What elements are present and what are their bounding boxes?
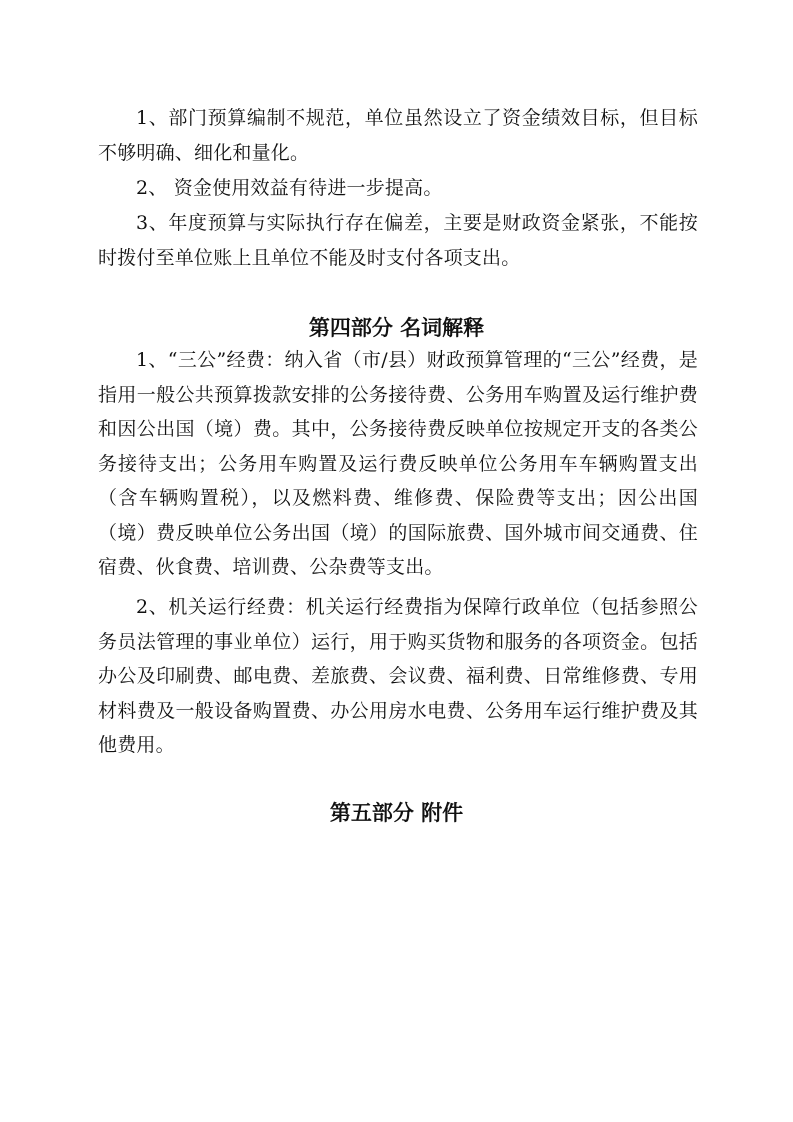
issue-paragraph-1: 1、部门预算编制不规范，单位虽然设立了资金绩效目标，但目标不够明确、细化和量化。: [98, 107, 698, 164]
definition-paragraph-1: 1、“三公”经费：纳入省（市/县）财政预算管理的“三公”经费，是指用一般公共预算拨款安排的公务接待费、公务用车购置及运行维护费和因公出国（境）费。其中，公务接待费反映单位按规定开支的各类公务接待支出；公务用车购置及运行费反映单位公务用车车辆购置支出（含车辆购置税），以及燃料费、维修费、保险费等支出；因公出国（境）费反映单位公务出国（境）的国际旅费、国外城市间交通费、住宿费、伙食费、培训费、公杂费等支出。: [98, 349, 698, 578]
section-5-title: 第五部分 附件: [329, 801, 464, 825]
issue-paragraph-3: 3、年度预算与实际执行存在偏差，主要是财政资金紧张，不能按时拨付至单位账上且单位不能及时支付各项支出。: [98, 212, 698, 269]
section-4-title: 第四部分 名词解释: [308, 316, 485, 340]
issue-paragraph-2: 2、 资金使用效益有待进一步提高。: [136, 177, 443, 199]
definition-paragraph-2: 2、机关运行经费：机关运行经费指为保障行政单位（包括参照公务员法管理的事业单位）运行，用于购买货物和服务的各项资金。包括办公及印刷费、邮电费、差旅费、会议费、福利费、日常维修费、专用材料费及一般设备购置费、办公用房水电费、公务用车运行维护费及其他费用。: [98, 596, 698, 756]
